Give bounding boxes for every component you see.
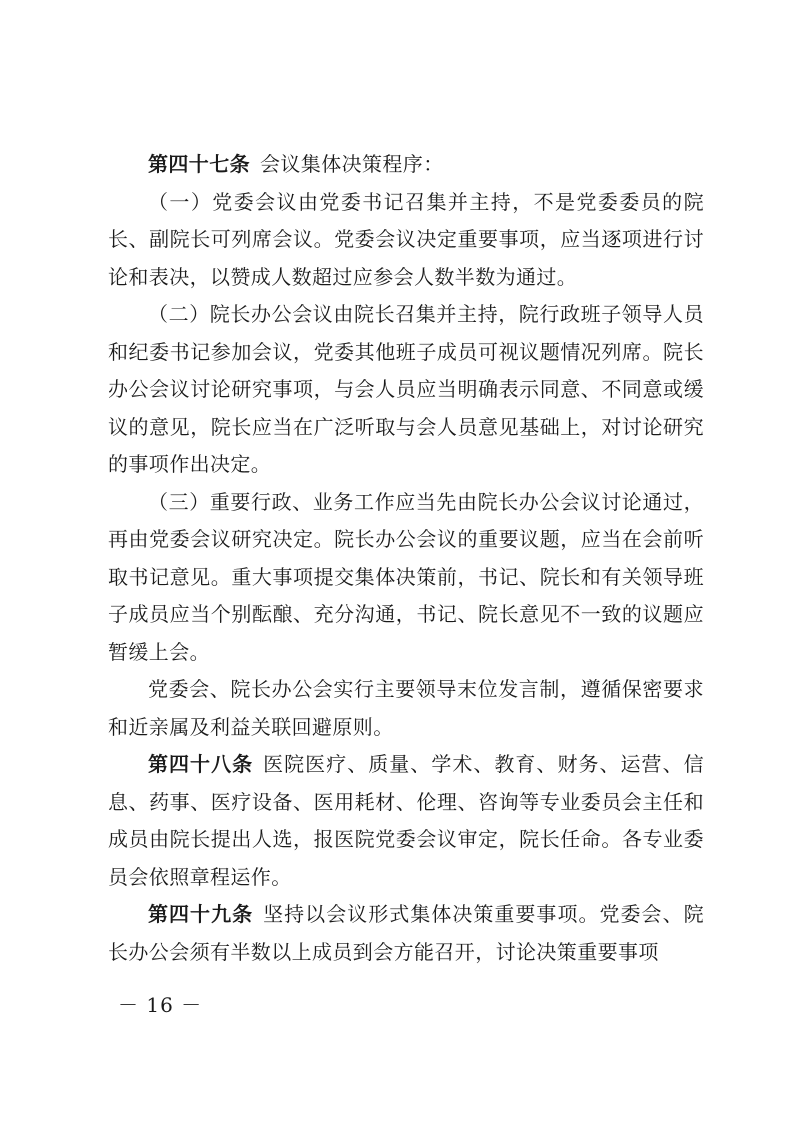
paragraph-text: 会议集体决策程序： (260, 152, 444, 176)
paragraph-text: 坚持以会议形式集体决策重要事项。党委会、院长办公会须有半数以上成员到会方能召开，讨论决策重要事项 (108, 902, 704, 964)
document-body (108, 146, 704, 971)
paragraph-item-3 (108, 484, 704, 672)
paragraph-text: 党委会、院长办公会实行主要领导末位发言制，遵循保密要求和近亲属及利益关联回避原则。 (108, 677, 704, 739)
paragraph-rules (108, 671, 704, 746)
paragraph-text: （一）党委会议由党委书记召集并主持，不是党委委员的院长、副院长可列席会议。党委会议决定重要事项，应当逐项进行讨论和表决，以赞成人数超过应参会人数半数为通过。 (108, 189, 704, 289)
article-heading: 第四十七条 (148, 152, 250, 176)
paragraph-article-48 (108, 746, 704, 896)
article-heading: 第四十九条 (148, 902, 254, 926)
paragraph-text: （二）院长办公会议由院长召集并主持，院行政班子领导人员和纪委书记参加会议，党委其他班子成员可视议题情况列席。院长办公会议讨论研究事项，与会人员应当明确表示同意、不同意或缓议的意见，院长应当在广泛听取与会人员意见基础上，对讨论研究的事项作出决定。 (108, 302, 704, 476)
paragraph-article-49 (108, 896, 704, 971)
paragraph-text: 医院医疗、质量、学术、教育、财务、运营、信息、药事、医疗设备、医用耗材、伦理、咨询等专业委员会主任和成员由院长提出人选，报医院党委会议审定，院长任命。各专业委员会依照章程运作。 (108, 752, 704, 889)
paragraph-article-47 (108, 146, 704, 184)
paragraph-item-2 (108, 296, 704, 484)
paragraph-item-1 (108, 184, 704, 297)
page-number: － 16 － (118, 993, 203, 1017)
paragraph-text: （三）重要行政、业务工作应当先由院长办公会议讨论通过，再由党委会议研究决定。院长办公会议的重要议题，应当在会前听取书记意见。重大事项提交集体决策前，书记、院长和有关领导班子成员应当个别酝酿、充分沟通，书记、院长意见不一致的议题应暂缓上会。 (108, 489, 704, 664)
article-heading: 第四十八条 (148, 752, 254, 776)
